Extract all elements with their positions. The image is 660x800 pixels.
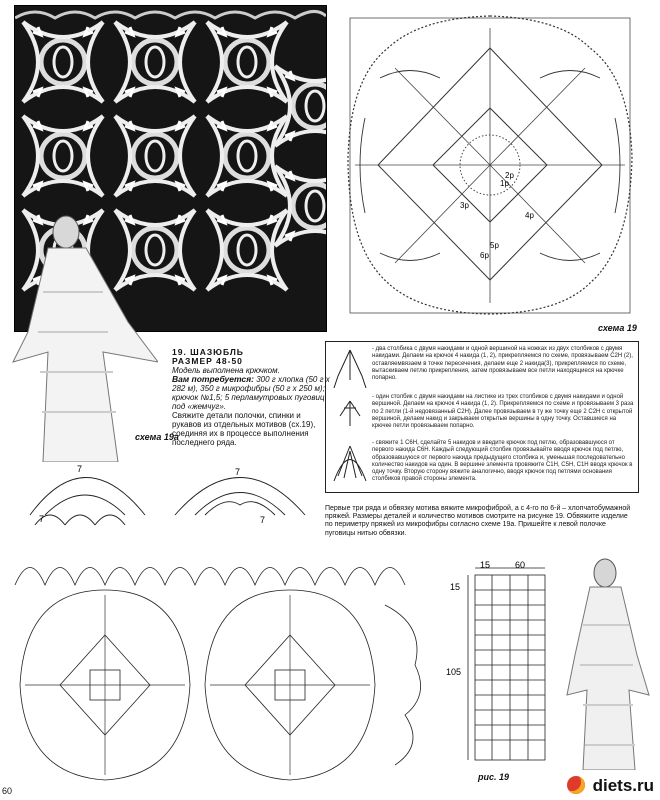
scheme-19a-label: схема 19а (135, 432, 179, 442)
article-number: 19. ШАЗЮБЛЬ (172, 347, 244, 357)
size-grid (440, 560, 550, 775)
dim-label-60: 60 (515, 560, 526, 570)
model-photo (8, 212, 158, 462)
dim-label-15-side: 15 (450, 582, 461, 592)
motif-row-5-label: 5р (490, 241, 499, 250)
article-size: РАЗМЕР 48-50 (172, 356, 243, 366)
scheme-19-diagram (340, 8, 640, 328)
symbol-legend (325, 341, 639, 493)
materials-heading: Вам потребуется: (172, 374, 254, 384)
assembly-text: Свяжите детали полочки, спинки и рукавов из отдельных мотивов (сх.19), соединяя их в процессе выполнения последнего ряда. (172, 411, 316, 447)
arc-label-7b: 7 (39, 514, 45, 524)
legend-item-1: - два столбика с двумя накидами и одной вершиной на ножках из двух столбиков с двумя накидами. Делаем на крючок 4 накида (1, 2), прикрепляемся по схеме, провязываем С2Н (2), оставляемвязаем в точке пересечения, делаем еще 2 накида(3), прикрепляемся по схеме, вытаскиваем петлю прикрепления, затем провязываем все петли находящиеся на крючке попарно. (372, 346, 633, 382)
dim-label-105: 105 (446, 667, 462, 677)
arc-label-7c: 7 (235, 467, 241, 477)
materials-text: 300 г хлопка (50 г х 282 м), 350 г микрофибры (50 г х 250 м); крючок №1,5; 5 перламутровых пуговиц под «жемчуг». (172, 375, 330, 411)
model-photo-2 (555, 555, 655, 770)
apple-icon (567, 776, 585, 794)
motif-row-6-label: 6р (480, 251, 489, 260)
page-number: 60 (2, 786, 13, 796)
legend-symbols (330, 346, 370, 486)
watermark[interactable] (567, 776, 654, 796)
article-title-block (172, 348, 332, 447)
arc-label-7a: 7 (77, 464, 83, 474)
motif-row-4-label: 4р (525, 211, 534, 220)
legend-item-3: - свяжите 1 С6Н, сделайте 5 накидов и введите крючок под петлю, образовавшуюся от первого накида С6Н. Каждый следующий столбик провязывайте вводя крючок под петлю, образовавшуюся от первого накида предыдущего столбика и, уменьшая последовательно количество накидов на один. В вершине элемента провяжите С1Н, С5Н, С1Н вводя крючок в одну точку. Вторую сторону вяжите аналогично, вводя крючок под петлями основания столбиков правой стороны элемента. (372, 440, 633, 483)
motif-row-3-label: 3р (460, 201, 469, 210)
bottom-lace-chart (5, 545, 450, 785)
scheme-19a-diagram (25, 445, 325, 540)
dim-label-15-top: 15 (480, 560, 491, 570)
watermark-text: diets.ru (592, 776, 654, 795)
arc-label-7d: 7 (260, 515, 266, 525)
motif-row-1-label: 1р (500, 179, 509, 188)
scheme-19-label: схема 19 (598, 323, 637, 333)
figure-19-label: рис. 19 (478, 772, 510, 782)
legend-item-2: - один столбик с двумя накидами на листике из трех столбиков с двумя накидами и одной вершиной. Делаем на крючок 4 накида (1, 2). Прикрепляемся по схеме и провязываем 3 раза по 2 петли (1-й недовязанный С2Н). Далее провязываем в ту же точку еще 2 С2Н с открытой вершиной, делаем накид и закрываем открытые вершины в одну точку. Оставшиеся на крючке петли провязываем попарно. (372, 394, 634, 430)
motif-row-2-label: 2р (505, 171, 514, 180)
article-subtitle: Модель выполнена крючком. (172, 366, 280, 375)
instructions-text: Первые три ряда и обвязку мотива вяжите микрофиброй, а с 4-го по 6-й – хлопчатобумажной пряжей. Размеры деталей и количество мотивов смотрите на рисунке 19. Обвяжите изделие по периметру пряжей из микрофибры согласно схеме 19а. Пришейте к левой полочке пуговицы нитью обвязки. (325, 505, 631, 537)
